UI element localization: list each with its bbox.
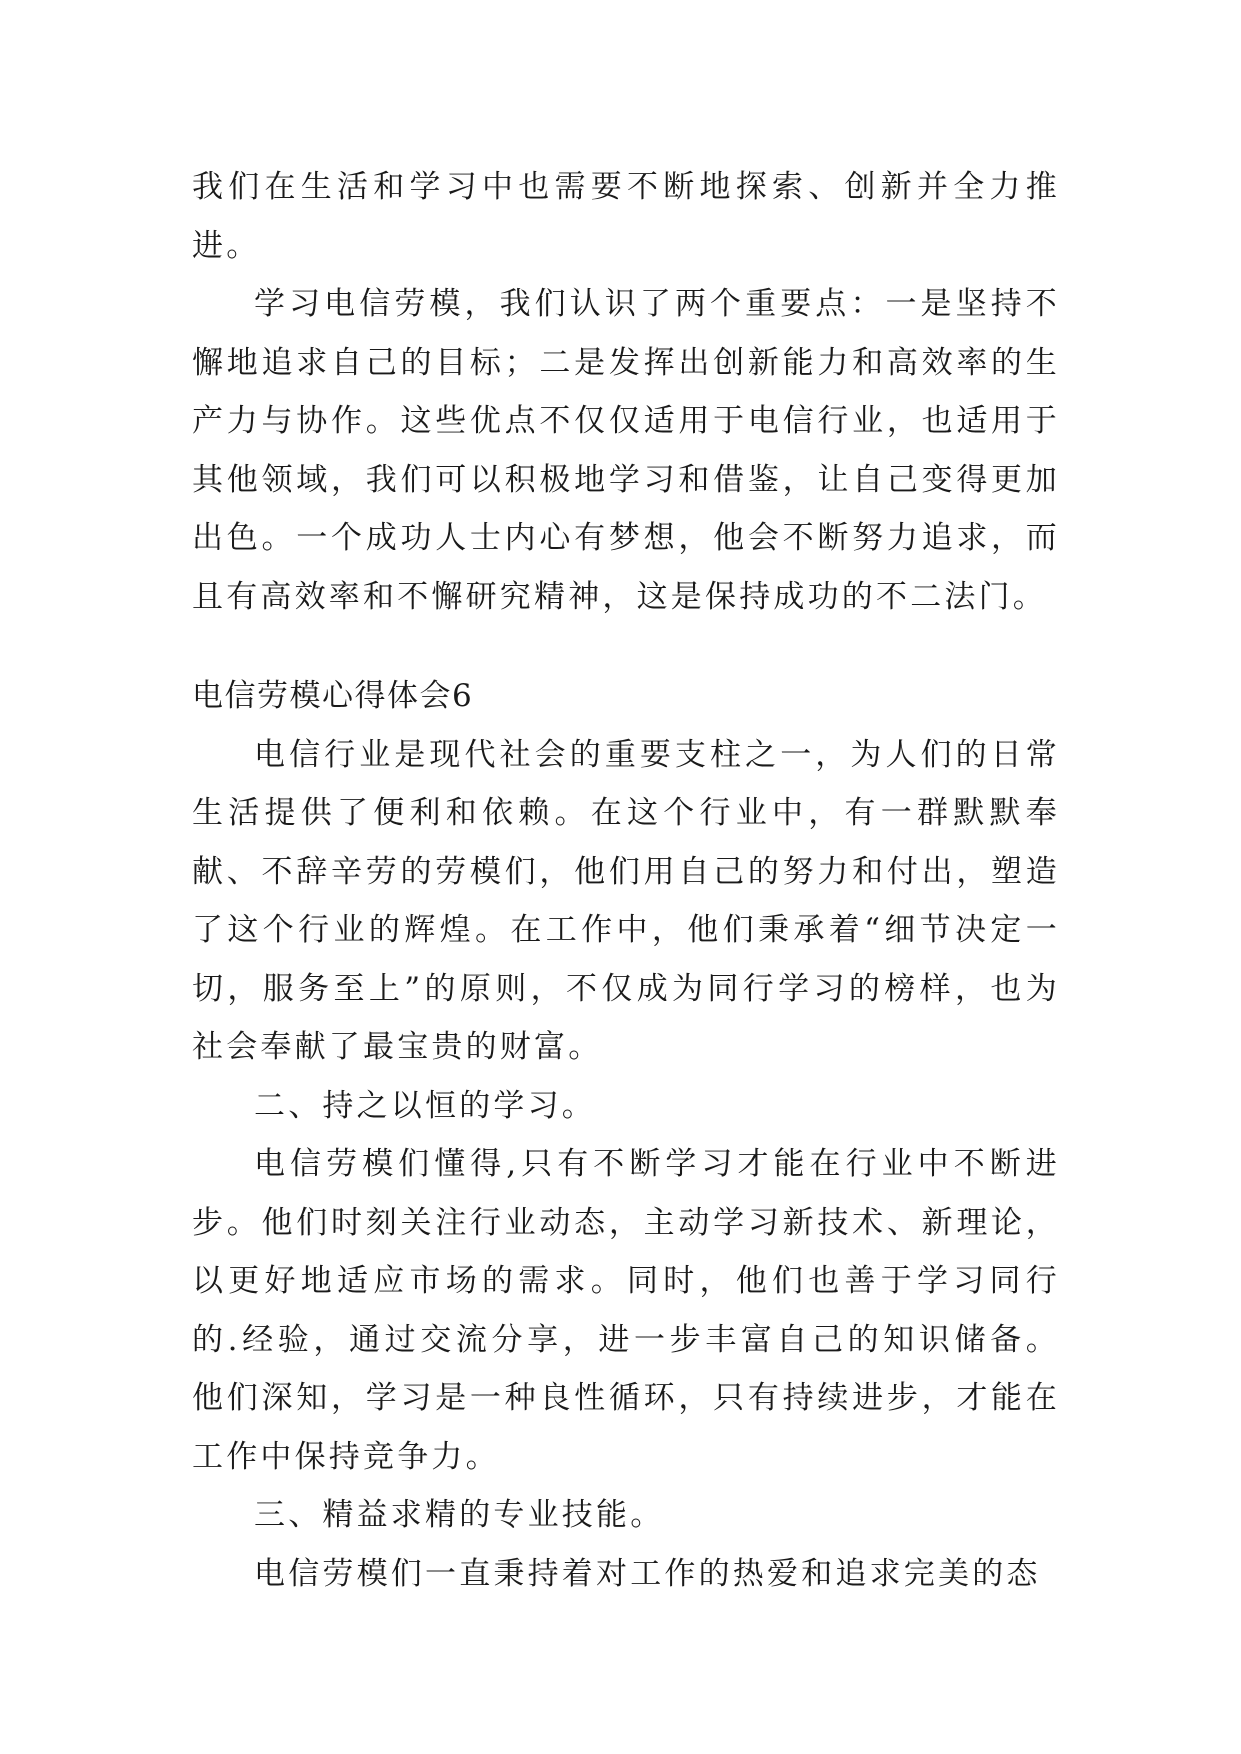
subheading-professional-skills: 三、精益求精的专业技能。 xyxy=(254,1497,665,1533)
paragraph-skills: 电信劳模们一直秉持着对工作的热爱和追求完美的态 xyxy=(254,1555,1041,1592)
section-heading: 电信劳模心得体会6 xyxy=(192,678,474,714)
continuation-paragraph: 我们在生活和学习中也需要不断地探索、创新并全力推进。 xyxy=(192,169,1060,264)
paragraph-learning: 电信劳模们懂得,只有不断学习才能在行业中不断进步。他们时刻关注行业动态，主动学习新技术、新理论，以更好地适应市场的需求。同时，他们也善于学习同行的.经验，通过交流分享，进一步丰富自己的知识储备。他们深知，学习是一种良性循环，只有持续进步，才能在工作中保持竞争力。 xyxy=(192,1146,1060,1475)
paragraph-industry-intro: 电信行业是现代社会的重要支柱之一，为人们的日常生活提供了便利和依赖。在这个行业中，有一群默默奉献、不辞辛劳的劳模们，他们用自己的努力和付出，塑造了这个行业的辉煌。在工作中，他们秉承着“细节决定一切，服务至上”的原则，不仅成为同行学习的榜样，也为社会奉献了最宝贵的财富。 xyxy=(192,736,1060,1065)
paragraph-study-points: 学习电信劳模，我们认识了两个重要点：一是坚持不懈地追求自己的目标；二是发挥出创新能力和高效率的生产力与协作。这些优点不仅仅适用于电信行业，也适用于其他领域，我们可以积极地学习和借鉴，让自己变得更加出色。一个成功人士内心有梦想，他会不断努力追求，而且有高效率和不懈研究精神，这是保持成功的不二法门。 xyxy=(192,286,1060,615)
document-body xyxy=(192,158,1060,1603)
subheading-persistent-learning: 二、持之以恒的学习。 xyxy=(254,1087,596,1124)
